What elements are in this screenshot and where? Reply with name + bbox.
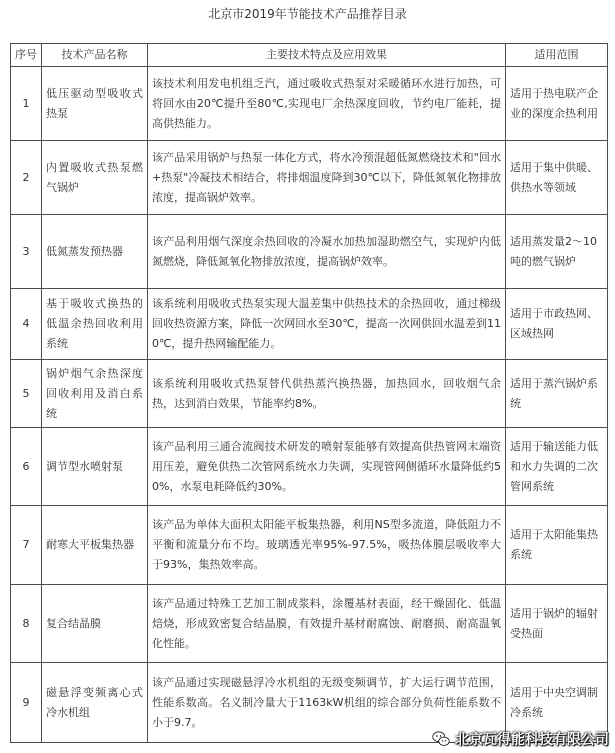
header-scope: 适用范围 (506, 44, 608, 67)
product-scope: 适用于输送能力低和水力失调的二次管网系统 (506, 428, 608, 506)
row-number: 2 (11, 141, 42, 215)
row-number: 6 (11, 428, 42, 506)
row-number: 7 (11, 506, 42, 585)
product-features: 该产品通过实现磁悬浮冷水机组的无级变频调节，扩大运行调节范围，性能系数高。名义制冷量大于1163kW机组的综合部分负荷性能系数不小于9.7。 (148, 663, 506, 743)
table-row (11, 141, 608, 215)
product-name: 基于吸收式换热的低温余热回收利用系统 (42, 289, 148, 360)
table-row (11, 360, 608, 428)
row-number: 3 (11, 215, 42, 289)
row-number: 4 (11, 289, 42, 360)
product-name: 调节型水喷射泵 (42, 428, 148, 506)
watermark (432, 729, 609, 749)
product-scope: 适用于太阳能集热系统 (506, 506, 608, 585)
product-features: 该产品利用三通合流阀技术研发的喷射泵能够有效提高供热管网末端资用压差，避免供热二次管网系统水力失调，实现管网侧循环水量降低约50%，水泵电耗降低约30%。 (148, 428, 506, 506)
product-features: 该产品采用锅炉与热泵一体化方式，将水冷预混超低氮燃烧技术和"回水+热泵"冷凝技术相结合，将排烟温度降到30℃以下，降低氮氧化物排放浓度，提高锅炉效率。 (148, 141, 506, 215)
row-number: 5 (11, 360, 42, 428)
product-scope: 适用蒸发量2～10吨的燃气锅炉 (506, 215, 608, 289)
product-scope: 适用于集中供暖、供热水等领域 (506, 141, 608, 215)
header-no: 序号 (11, 44, 42, 67)
product-name: 内置吸收式热泵燃气锅炉 (42, 141, 148, 215)
table-row (11, 585, 608, 663)
product-scope: 适用于蒸汽锅炉系统 (506, 360, 608, 428)
product-features: 该产品通过特殊工艺加工制成浆料，涂覆基材表面，经干燥固化、低温焙烧，形成致密复合结晶膜，有效提升基材耐腐蚀、耐磨损、耐高温氧化性能。 (148, 585, 506, 663)
row-number: 1 (11, 67, 42, 141)
product-features: 该系统利用吸收式热泵替代供热蒸汽换热器，加热回水，回收烟气余热，达到消白效果，节能率约8%。 (148, 360, 506, 428)
product-features: 该技术利用发电机组乏汽，通过吸收式热泵对采暖循环水进行加热，可将回水由20℃提升至80℃,实现电厂余热深度回收，节约电厂能耗，提高供热能力。 (148, 67, 506, 141)
table-header-row (11, 44, 608, 67)
product-features: 该系统利用吸收式热泵实现大温差集中供热技术的余热回收，通过梯级回收热资源方案，降低一次网回水至30℃，提高一次网供回水温差到110℃，提升热网输配能力。 (148, 289, 506, 360)
product-name: 锅炉烟气余热深度回收利用及消白系统 (42, 360, 148, 428)
product-name: 低氮蒸发预热器 (42, 215, 148, 289)
row-number: 9 (11, 663, 42, 743)
table-row (11, 428, 608, 506)
table-row (11, 67, 608, 141)
product-scope: 适用于市政热网、区域热网 (506, 289, 608, 360)
product-scope: 适用于中央空调制冷系统 (506, 663, 608, 743)
table-row (11, 289, 608, 360)
product-name: 磁悬浮变频离心式冷水机组 (42, 663, 148, 743)
table-row (11, 506, 608, 585)
product-name: 耐寒大平板集热器 (42, 506, 148, 585)
row-number: 8 (11, 585, 42, 663)
document-title: 北京市2019年节能技术产品推荐目录 (208, 7, 407, 21)
header-features: 主要技术特点及应用效果 (148, 44, 506, 67)
product-features: 该产品利用烟气深度余热回收的冷凝水加热加湿助燃空气，实现炉内低氮燃烧，降低氮氧化物排放浓度，提高锅炉效率。 (148, 215, 506, 289)
product-features: 该产品为单体大面积太阳能平板集热器，利用NS型多流道，降低阻力不平衡和流量分布不均。玻璃透光率95%-97.5%，吸热体膜层吸收率大于93%，集热效率高。 (148, 506, 506, 585)
wechat-logo-icon (432, 730, 450, 748)
product-catalog-table (10, 43, 608, 743)
table-row (11, 215, 608, 289)
product-scope: 适用于锅炉的辐射受热面 (506, 585, 608, 663)
product-scope: 适用于热电联产企业的深度余热利用 (506, 67, 608, 141)
watermark-text: 北京瓦得能科技有限公司 (455, 732, 609, 748)
header-name: 技术产品名称 (42, 44, 148, 67)
product-name: 低压驱动型吸收式热泵 (42, 67, 148, 141)
product-name: 复合结晶膜 (42, 585, 148, 663)
